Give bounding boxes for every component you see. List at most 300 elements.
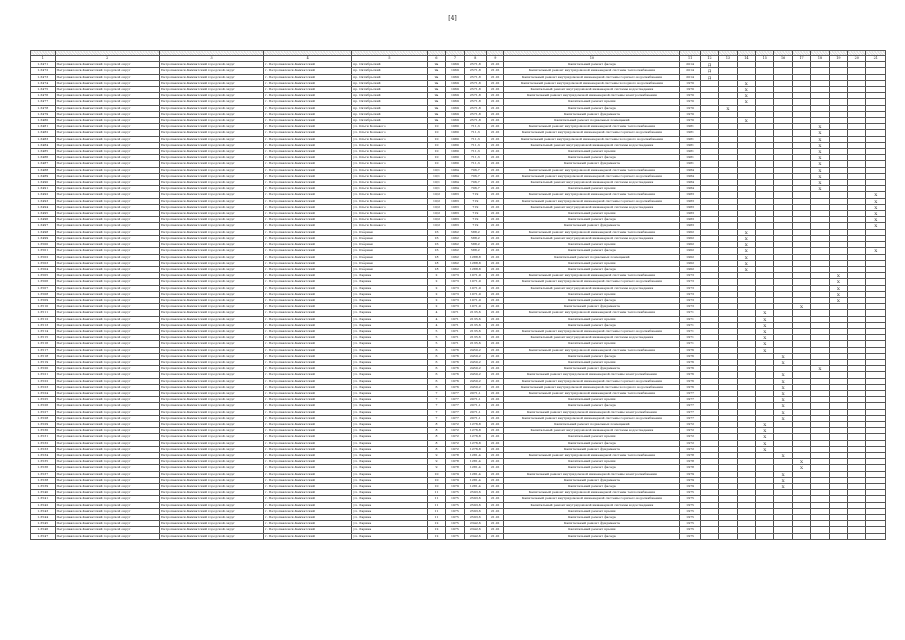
table-cell: 1976 bbox=[446, 384, 464, 390]
table-cell: Петропавловск-Камчатский городской округ bbox=[159, 99, 263, 105]
table-cell: 21.01 bbox=[487, 142, 504, 148]
table-cell: 21.01 bbox=[487, 105, 504, 111]
table-cell: пр. Октябрьский bbox=[352, 111, 428, 117]
table-cell: 21.01 bbox=[487, 390, 504, 396]
table-cell: г. Петропавловск-Камчатский bbox=[264, 74, 352, 80]
table-cell: г. Петропавловск-Камчатский bbox=[264, 130, 352, 136]
table-cell: 16 bbox=[427, 242, 445, 248]
table-cell: Петропавловск-Камчатский городской округ bbox=[159, 378, 263, 384]
capital-repair-register-table bbox=[30, 50, 886, 540]
table-cell: Петропавловск-Камчатский городской округ bbox=[159, 328, 263, 334]
table-cell: ул. Ольги Кошевого bbox=[352, 130, 428, 136]
table-cell: 21.01 bbox=[487, 397, 504, 403]
table-cell: 21.01 bbox=[487, 167, 504, 173]
table-cell: 1975 bbox=[680, 496, 700, 502]
table-cell: 1971 bbox=[680, 316, 700, 322]
table-cell: 1979 bbox=[680, 471, 700, 477]
table-cell: Петропавловск-Камчатский городской округ bbox=[159, 149, 263, 155]
table-cell: г. Петропавловск-Камчатский bbox=[264, 223, 352, 229]
table-cell: Капитальный ремонт фасада bbox=[504, 105, 680, 111]
mark-cell: X bbox=[737, 254, 755, 260]
table-cell: 1977 bbox=[446, 415, 464, 421]
table-cell: 1.3538 bbox=[31, 477, 56, 483]
table-cell: 706,7 bbox=[464, 186, 487, 192]
table-cell: г. Петропавловск-Камчатский bbox=[264, 403, 352, 409]
table-cell: 706,7 bbox=[464, 167, 487, 173]
table-cell: 1.3534 bbox=[31, 453, 56, 459]
table-cell: Петропавловск-Камчатский городской округ bbox=[159, 484, 263, 490]
table-cell: Петропавловск-Камчатский городской округ bbox=[159, 111, 263, 117]
table-cell: Капитальный ремонт крыши bbox=[504, 527, 680, 533]
table-cell: 1981 bbox=[680, 155, 700, 161]
table-cell: 1977 bbox=[680, 390, 700, 396]
table-cell: 1972 bbox=[680, 434, 700, 440]
table-cell: г. Петропавловск-Камчатский bbox=[264, 390, 352, 396]
table-cell: Петропавловск-Камчатский городской округ bbox=[55, 465, 159, 471]
table-cell: 1971 bbox=[446, 335, 464, 341]
mark-cell: X bbox=[829, 279, 847, 285]
table-cell: Капитальный ремонт внутридомовой инженерной системы теплоснабжения bbox=[504, 347, 680, 353]
table-cell: 1.3521 bbox=[31, 372, 56, 378]
table-cell: Капитальный ремонт крыши bbox=[504, 434, 680, 440]
table-cell: г. Петропавловск-Камчатский bbox=[264, 353, 352, 359]
table-cell: 21.01 bbox=[487, 403, 504, 409]
table-cell: 1971 bbox=[680, 341, 700, 347]
table-cell: Капитальный ремонт крыши bbox=[504, 341, 680, 347]
table-cell: 4 bbox=[427, 322, 445, 328]
table-cell: 21.01 bbox=[487, 409, 504, 415]
table-cell: 1971 bbox=[680, 310, 700, 316]
table-cell: ул. Ольги Кошевого bbox=[352, 136, 428, 142]
mark-cell: X bbox=[829, 297, 847, 303]
table-cell: 10/2 bbox=[427, 211, 445, 217]
table-cell: 1962 bbox=[446, 260, 464, 266]
table-cell: Капитальный ремонт внутридомовой инженерной системы теплоснабжения bbox=[504, 390, 680, 396]
table-cell: Петропавловск-Камчатский городской округ bbox=[159, 428, 263, 434]
column-number-header: 9 bbox=[487, 56, 504, 62]
table-cell: г. Петропавловск-Камчатский bbox=[264, 93, 352, 99]
table-cell: 1980 bbox=[446, 136, 464, 142]
table-cell: Петропавловск-Камчатский городской округ bbox=[159, 198, 263, 204]
table-cell: 1976 bbox=[446, 372, 464, 378]
table-cell: г. Петропавловск-Камчатский bbox=[264, 335, 352, 341]
table-cell: 2 bbox=[427, 291, 445, 297]
table-cell: Петропавловск-Камчатский городской округ bbox=[159, 130, 263, 136]
column-number-header: 10 bbox=[504, 56, 680, 62]
table-cell: 21.01 bbox=[487, 180, 504, 186]
table-cell: 8 bbox=[427, 421, 445, 427]
table-cell: 2135,6 bbox=[464, 316, 487, 322]
table-cell: 1973 bbox=[680, 285, 700, 291]
table-cell: 1962 bbox=[446, 248, 464, 254]
mark-cell: X bbox=[811, 142, 829, 148]
table-cell: 21.01 bbox=[487, 347, 504, 353]
mark-cell: X bbox=[774, 378, 792, 384]
table-cell: Капитальный ремонт внутридомовой инженерной системы водоотведения bbox=[504, 180, 680, 186]
table-cell: 1.3478 bbox=[31, 105, 56, 111]
table-cell: ул. Ларина bbox=[352, 428, 428, 434]
table-cell: Петропавловск-Камчатский городской округ bbox=[159, 136, 263, 142]
table-cell: 2450,2 bbox=[464, 359, 487, 365]
table-body bbox=[31, 62, 886, 540]
table-cell: 1.3517 bbox=[31, 347, 56, 353]
table-cell: 706,7 bbox=[464, 180, 487, 186]
mark-cell: X bbox=[866, 248, 886, 254]
table-cell: 1.3476 bbox=[31, 93, 56, 99]
table-cell: Петропавловск-Камчатский городской округ bbox=[159, 260, 263, 266]
table-cell: 1973 bbox=[680, 291, 700, 297]
table-cell: Капитальный ремонт внутридомовой инженерной системы теплоснабжения bbox=[504, 167, 680, 173]
table-cell: г. Петропавловск-Камчатский bbox=[264, 502, 352, 508]
table-cell: 1288,8 bbox=[464, 260, 487, 266]
table-cell: г. Петропавловск-Камчатский bbox=[264, 322, 352, 328]
table-cell: 1281,4 bbox=[464, 484, 487, 490]
table-cell: 21.01 bbox=[487, 62, 504, 68]
table-cell: Петропавловск-Камчатский городской округ bbox=[55, 62, 159, 68]
table-cell: Капитальный ремонт внутридомовой инженерной системы горячего водоснабжения bbox=[504, 279, 680, 285]
table-cell: 1984 bbox=[446, 186, 464, 192]
table-cell: 7 bbox=[427, 403, 445, 409]
table-cell: г. Петропавловск-Камчатский bbox=[264, 384, 352, 390]
table-cell: Петропавловск-Камчатский городской округ bbox=[159, 310, 263, 316]
table-cell: г. Петропавловск-Камчатский bbox=[264, 285, 352, 291]
table-cell: 1969 bbox=[446, 111, 464, 117]
table-cell: Петропавловск-Камчатский городской округ bbox=[159, 204, 263, 210]
table-cell: 8 bbox=[427, 434, 445, 440]
column-number-header: 16 bbox=[774, 56, 792, 62]
mark-cell: X bbox=[737, 242, 755, 248]
table-cell: 2571,8 bbox=[464, 68, 487, 74]
table-cell: 1969 bbox=[446, 87, 464, 93]
table-cell: 1.3540 bbox=[31, 490, 56, 496]
table-cell: 1970 bbox=[680, 105, 700, 111]
table-cell: 21.01 bbox=[487, 161, 504, 167]
table-cell: Петропавловск-Камчатский городской округ bbox=[159, 347, 263, 353]
table-cell: 1975 bbox=[446, 496, 464, 502]
table-cell: 2135,6 bbox=[464, 322, 487, 328]
table-cell: 1975 bbox=[680, 490, 700, 496]
table-cell: ул. Ларина bbox=[352, 397, 428, 403]
table-cell: 21.01 bbox=[487, 87, 504, 93]
table-cell: 1.3482 bbox=[31, 130, 56, 136]
table-cell: г. Петропавловск-Камчатский bbox=[264, 204, 352, 210]
table-cell: Петропавловск-Камчатский городской округ bbox=[55, 496, 159, 502]
table-cell: ул. Ольги Кошевого bbox=[352, 198, 428, 204]
table-cell: 21.01 bbox=[487, 316, 504, 322]
table-cell: 1973 bbox=[446, 297, 464, 303]
table-cell: ул. Озёрная bbox=[352, 260, 428, 266]
table-cell: 9а bbox=[427, 111, 445, 117]
table-cell: 2450,2 bbox=[464, 366, 487, 372]
table-cell: ул. Озёрная bbox=[352, 254, 428, 260]
mark-cell: X bbox=[866, 192, 886, 198]
table-cell: Петропавловск-Камчатский городской округ bbox=[159, 316, 263, 322]
table-cell: 2571,8 bbox=[464, 111, 487, 117]
table-cell: 1976 bbox=[446, 378, 464, 384]
table-cell: 1.3523 bbox=[31, 384, 56, 390]
table-cell: 1975 bbox=[680, 502, 700, 508]
table-cell: 1973 bbox=[446, 291, 464, 297]
mark-cell: X bbox=[756, 428, 774, 434]
table-cell: г. Петропавловск-Камчатский bbox=[264, 254, 352, 260]
table-cell: г. Петропавловск-Камчатский bbox=[264, 99, 352, 105]
table-cell: Петропавловск-Камчатский городской округ bbox=[159, 279, 263, 285]
table-cell: Петропавловск-Камчатский городской округ bbox=[55, 515, 159, 521]
table-cell: ул. Ларина bbox=[352, 384, 428, 390]
table-cell: Капитальный ремонт внутридомовой инженерной системы водоотведения bbox=[504, 285, 680, 291]
table-cell: 2450,2 bbox=[464, 378, 487, 384]
table-cell: 10 bbox=[427, 471, 445, 477]
table-cell: Петропавловск-Камчатский городской округ bbox=[159, 366, 263, 372]
table-cell: Петропавловск-Камчатский городской округ bbox=[55, 335, 159, 341]
mark-cell bbox=[811, 533, 829, 539]
table-cell: г. Петропавловск-Камчатский bbox=[264, 471, 352, 477]
table-cell: Петропавловск-Камчатский городской округ bbox=[55, 341, 159, 347]
table-cell: Петропавловск-Камчатский городской округ bbox=[55, 347, 159, 353]
mark-cell: X bbox=[866, 211, 886, 217]
table-cell: г. Петропавловск-Камчатский bbox=[264, 291, 352, 297]
table-cell: 1979 bbox=[446, 484, 464, 490]
table-cell: Петропавловск-Камчатский городской округ bbox=[159, 304, 263, 310]
table-cell: 2135,6 bbox=[464, 335, 487, 341]
column-number-header: 19 bbox=[829, 56, 847, 62]
table-cell: 1980 bbox=[446, 142, 464, 148]
table-cell: Петропавловск-Камчатский городской округ bbox=[55, 273, 159, 279]
table-cell: ул. Ольги Кошевого bbox=[352, 167, 428, 173]
table-cell: ул. Ларина bbox=[352, 291, 428, 297]
table-cell: ул. Ольги Кошевого bbox=[352, 124, 428, 130]
table-cell: 1.3501 bbox=[31, 248, 56, 254]
table-cell: 711,3 bbox=[464, 142, 487, 148]
table-cell: Петропавловск-Камчатский городской округ bbox=[159, 248, 263, 254]
table-cell: 1.3516 bbox=[31, 341, 56, 347]
table-cell: 21.01 bbox=[487, 136, 504, 142]
table-cell: 1.3508 bbox=[31, 291, 56, 297]
table-cell: 1.3487 bbox=[31, 161, 56, 167]
table-cell: 1977 bbox=[446, 403, 464, 409]
table-cell: Капитальный ремонт фасада bbox=[504, 297, 680, 303]
table-cell: Капитальный ремонт внутридомовой инженерной системы теплоснабжения bbox=[504, 490, 680, 496]
column-number-header: 6 bbox=[427, 56, 445, 62]
column-number-header: 2 bbox=[55, 56, 159, 62]
table-cell: 8 bbox=[427, 440, 445, 446]
table-cell: 7 bbox=[427, 397, 445, 403]
table-cell: 21.01 bbox=[487, 378, 504, 384]
table-cell: Петропавловск-Камчатский городской округ bbox=[55, 421, 159, 427]
table-cell: ул. Ларина bbox=[352, 415, 428, 421]
table-cell: 1976 bbox=[680, 366, 700, 372]
table-cell: 1976 bbox=[680, 359, 700, 365]
column-number-header: 7 bbox=[446, 56, 464, 62]
table-cell: 2593,6 bbox=[464, 496, 487, 502]
table-cell: 1975 bbox=[680, 521, 700, 527]
table-cell: Капитальный ремонт внутридомовой инженерной системы горячего водоснабжения bbox=[504, 328, 680, 334]
table-cell: Петропавловск-Камчатский городской округ bbox=[55, 415, 159, 421]
table-cell: 10/2 bbox=[427, 217, 445, 223]
mark-cell: X bbox=[737, 248, 755, 254]
table-cell: 588,2 bbox=[464, 229, 487, 235]
table-cell: Петропавловск-Камчатский городской округ bbox=[159, 502, 263, 508]
table-cell: Капитальный ремонт фасада bbox=[504, 484, 680, 490]
column-number-header: 21 bbox=[866, 56, 886, 62]
table-cell: ул. Ларина bbox=[352, 316, 428, 322]
table-cell: 8 bbox=[427, 446, 445, 452]
table-cell: ул. Ларина bbox=[352, 366, 428, 372]
table-cell: г. Петропавловск-Камчатский bbox=[264, 180, 352, 186]
table-cell: 21.01 bbox=[487, 477, 504, 483]
table-cell: г. Петропавловск-Камчатский bbox=[264, 192, 352, 198]
table-cell: Петропавловск-Камчатский городской округ bbox=[159, 353, 263, 359]
table-cell: Капитальный ремонт внутридомовой инженерной системы водоотведения bbox=[504, 335, 680, 341]
table-cell: 10/2 bbox=[427, 198, 445, 204]
table-cell: г. Петропавловск-Камчатский bbox=[264, 155, 352, 161]
table-cell: 21.01 bbox=[487, 459, 504, 465]
table-cell: Петропавловск-Камчатский городской округ bbox=[159, 155, 263, 161]
column-number-header: 4 bbox=[264, 56, 352, 62]
mark-cell bbox=[700, 533, 718, 539]
table-cell: 2071,1 bbox=[464, 390, 487, 396]
table-cell: 21.01 bbox=[487, 496, 504, 502]
table-cell: Петропавловск-Камчатский городской округ bbox=[159, 471, 263, 477]
table-cell: 1962 bbox=[680, 229, 700, 235]
table-cell: Петропавловск-Камчатский городской округ bbox=[55, 99, 159, 105]
mark-cell: X bbox=[866, 223, 886, 229]
table-cell: 1.3496 bbox=[31, 217, 56, 223]
table-cell: 9а bbox=[427, 68, 445, 74]
table-cell: 1962 bbox=[680, 254, 700, 260]
table-cell: Капитальный ремонт крыши bbox=[504, 359, 680, 365]
table-cell: 21.01 bbox=[487, 440, 504, 446]
table-cell: 1.3518 bbox=[31, 353, 56, 359]
table-cell: 588,2 bbox=[464, 248, 487, 254]
table-cell: 1.3488 bbox=[31, 167, 56, 173]
table-cell: Петропавловск-Камчатский городской округ bbox=[159, 118, 263, 124]
table-cell: 21.01 bbox=[487, 453, 504, 459]
table-cell: 9а bbox=[427, 99, 445, 105]
table-cell: Петропавловск-Камчатский городской округ bbox=[55, 204, 159, 210]
table-cell: Петропавловск-Камчатский городской округ bbox=[55, 229, 159, 235]
mark-cell: X bbox=[756, 322, 774, 328]
mark-cell: X bbox=[774, 415, 792, 421]
table-cell: ул. Ольги Кошевого bbox=[352, 186, 428, 192]
table-cell: Капитальный ремонт внутридомовой инженерной системы водоотведения bbox=[504, 142, 680, 148]
table-cell: Капитальный ремонт внутридомовой инженерной системы теплоснабжения bbox=[504, 124, 680, 130]
table-cell: 21.01 bbox=[487, 99, 504, 105]
table-cell: 1969 bbox=[446, 99, 464, 105]
table-cell: 10 bbox=[427, 477, 445, 483]
table-cell: 1971 bbox=[680, 328, 700, 334]
table-cell: 1971 bbox=[446, 322, 464, 328]
table-cell: ул. Ларина bbox=[352, 322, 428, 328]
table-cell: Капитальный ремонт внутридомовой инженерной системы электроснабжения bbox=[504, 471, 680, 477]
table-cell: 1281,4 bbox=[464, 471, 487, 477]
table-cell: Петропавловск-Камчатский городской округ bbox=[55, 359, 159, 365]
table-cell: Петропавловск-Камчатский городской округ bbox=[55, 285, 159, 291]
table-cell: 1.3500 bbox=[31, 242, 56, 248]
table-cell: ул. Ольги Кошевого bbox=[352, 142, 428, 148]
table-cell: Петропавловск-Камчатский городской округ bbox=[55, 366, 159, 372]
table-cell: Капитальный ремонт внутридомовой инженерной системы водоотведения bbox=[504, 87, 680, 93]
table-cell: 1.3483 bbox=[31, 136, 56, 142]
mark-cell bbox=[774, 533, 792, 539]
table-cell: Капитальный ремонт внутридомовой инженерной системы горячего водоснабжения bbox=[504, 173, 680, 179]
table-cell: 18 bbox=[427, 266, 445, 272]
table-cell: г. Петропавловск-Камчатский bbox=[264, 515, 352, 521]
table-cell: 21.01 bbox=[487, 266, 504, 272]
table-cell: 719 bbox=[464, 204, 487, 210]
table-cell: Петропавловск-Камчатский городской округ bbox=[159, 521, 263, 527]
table-cell: Петропавловск-Камчатский городской округ bbox=[55, 254, 159, 260]
table-cell: 21.01 bbox=[487, 359, 504, 365]
table-cell: г. Петропавловск-Камчатский bbox=[264, 341, 352, 347]
table-cell: 1976 bbox=[446, 366, 464, 372]
table-cell: ул. Ольги Кошевого bbox=[352, 223, 428, 229]
table-cell: 9а bbox=[427, 62, 445, 68]
table-cell: 1979 bbox=[680, 477, 700, 483]
table-cell: 2 bbox=[427, 279, 445, 285]
table-cell: ул. Ларина bbox=[352, 390, 428, 396]
table-cell: 21.01 bbox=[487, 502, 504, 508]
table-cell: ул. Ольги Кошевого bbox=[352, 180, 428, 186]
table-cell: 1983 bbox=[680, 204, 700, 210]
table-cell: 1983 bbox=[446, 192, 464, 198]
table-cell: Капитальный ремонт внутридомовой инженерной системы водоотведения bbox=[504, 235, 680, 241]
table-cell: 1962 bbox=[680, 260, 700, 266]
table-cell: 1972 bbox=[680, 440, 700, 446]
column-number-header: 15 bbox=[756, 56, 774, 62]
table-cell: 21.01 bbox=[487, 186, 504, 192]
table-cell: Петропавловск-Камчатский городской округ bbox=[159, 93, 263, 99]
table-cell: 1962 bbox=[446, 254, 464, 260]
table-cell: г. Петропавловск-Камчатский bbox=[264, 248, 352, 254]
table-cell: 1.3543 bbox=[31, 508, 56, 514]
table-cell: Капитальный ремонт подвальных помещений bbox=[504, 421, 680, 427]
table-cell: 21.01 bbox=[487, 508, 504, 514]
table-cell: пр. Октябрьский bbox=[352, 105, 428, 111]
table-cell: 1971 bbox=[446, 341, 464, 347]
table-cell: 1975 bbox=[680, 527, 700, 533]
table-cell: Петропавловск-Камчатский городской округ bbox=[55, 316, 159, 322]
table-cell: 1071,9 bbox=[464, 297, 487, 303]
table-cell: 10/1 bbox=[427, 180, 445, 186]
table-cell: 4 bbox=[427, 310, 445, 316]
table-cell: г. Петропавловск-Камчатский bbox=[264, 310, 352, 316]
table-cell: ул. Ларина bbox=[352, 378, 428, 384]
table-cell: Петропавловск-Камчатский городской округ bbox=[55, 297, 159, 303]
table-cell: 711,3 bbox=[464, 149, 487, 155]
table-cell: 21.01 bbox=[487, 415, 504, 421]
table-cell: Петропавловск-Камчатский городской округ bbox=[159, 496, 263, 502]
table-cell: ул. Ларина bbox=[352, 533, 428, 539]
table-cell: 21.01 bbox=[487, 118, 504, 124]
table-cell: ул. Озёрная bbox=[352, 266, 428, 272]
table-cell: ул. Ольги Кошевого bbox=[352, 217, 428, 223]
table-cell: 2014 bbox=[680, 68, 700, 74]
table-cell: Капитальный ремонт крыши bbox=[504, 459, 680, 465]
table-cell: г. Петропавловск-Камчатский bbox=[264, 260, 352, 266]
table-cell: Петропавловск-Камчатский городской округ bbox=[159, 192, 263, 198]
table-cell: 21.01 bbox=[487, 279, 504, 285]
table-cell: Петропавловск-Камчатский городской округ bbox=[159, 508, 263, 514]
table-cell: пр. Октябрьский bbox=[352, 74, 428, 80]
table-cell: 1.3474 bbox=[31, 80, 56, 86]
table-cell: 16 bbox=[427, 235, 445, 241]
table-cell: Капитальный ремонт крыши bbox=[504, 316, 680, 322]
table-cell: Петропавловск-Камчатский городской округ bbox=[159, 434, 263, 440]
mark-cell: X bbox=[756, 316, 774, 322]
table-cell: Капитальный ремонт внутридомовой инженерной системы водоотведения bbox=[504, 428, 680, 434]
column-number-header: 5 bbox=[352, 56, 428, 62]
